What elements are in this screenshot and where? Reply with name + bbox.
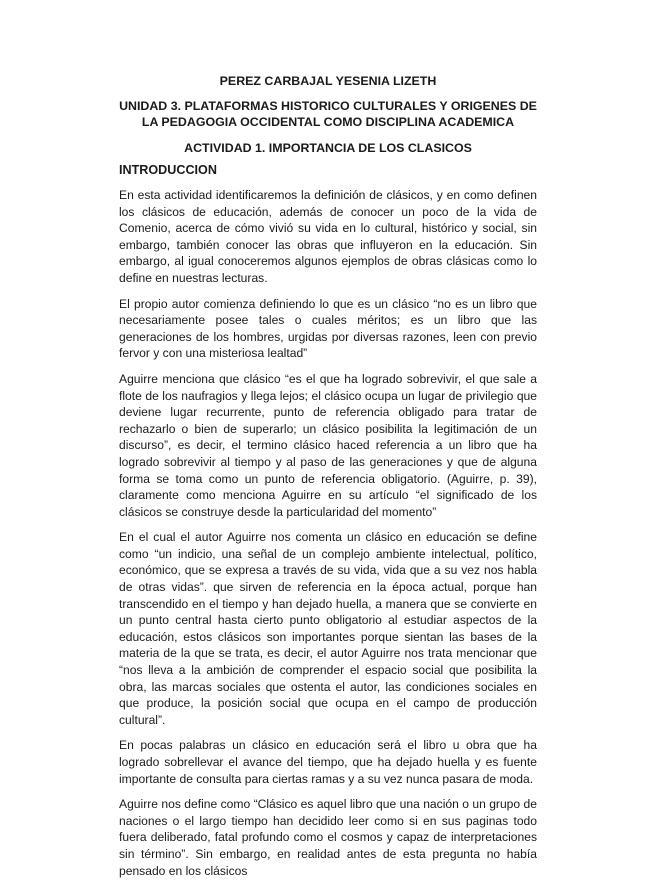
document-body bbox=[119, 73, 537, 888]
section-title-introduccion: INTRODUCCION bbox=[119, 163, 217, 177]
unit-title: UNIDAD 3. PLATAFORMAS HISTORICO CULTURALES Y ORIGENES DE LA PEDAGOGIA OCCIDENTAL COMO DISCIPLINA ACADEMICA bbox=[119, 99, 537, 129]
paragraph-6: Aguirre nos define como “Clásico es aquel libro que una nación o un grupo de naciones o el largo tiempo han decidido leer como si en sus paginas todo fuera deliberado, fatal profundo como el cosmos y capaz de interpretaciones sin término”. Sin embargo, en realidad antes de esta pregunta no había pensado en los clásicos bbox=[119, 797, 537, 878]
paragraph-2: El propio autor comienza definiendo lo que es un clásico “no es un libro que necesariamente posee tales o cuales méritos; es un libro que las generaciones de los hombres, urgidas por diversas razones, leen con previo fervor y con una misteriosa lealtad” bbox=[119, 296, 537, 361]
paragraph-3: Aguirre menciona que clásico “es el que ha logrado sobrevivir, el que sale a flote de los naufragios y llega lejos; el clásico ocupa un lugar de privilegio que deviene lugar recurrente, punto de referencia obligado para tratar de rechazarlo o bien de superarlo; un clásico posibilita la legitimación de un discurso”, es decir, el termino clásico haced referencia a un libro que ha logrado sobrevivir al tiempo y al paso de las generaciones y que de alguna forma se toma como un punto de referencia obligatorio. (Aguirre, p. 39), claramente como menciona Aguirre en su artículo “el significado de los clásicos se construye desde la particularidad del momento” bbox=[119, 371, 537, 519]
author-name: PEREZ CARBAJAL YESENIA LIZETH bbox=[219, 74, 437, 88]
paragraph-5: En pocas palabras un clásico en educación será el libro u obra que ha logrado sobrellevar el avance del tiempo, que ha dejado huella y es fuente importante de consulta para ciertas ramas y a su vez nunca pasara de moda. bbox=[119, 738, 537, 786]
activity-title: ACTIVIDAD 1. IMPORTANCIA DE LOS CLASICOS bbox=[184, 141, 472, 155]
paragraph-4: En el cual el autor Aguirre nos comenta un clásico en educación se define como “un indicio, una señal de un complejo ambiente intelectual, político, económico, que se expresa a través de su vida, vida que a su vez nos habla de otras vidas”. que sirven de referencia en la época actual, porque han transcendido en el tiempo y han dejado huella, a manera que se convierte en un punto central hasta cierto punto obligatorio al estudiar aspectos de la educación, estos clásicos son importantes porque sientan las bases de la materia de la que se trata, es decir, el autor Aguirre nos trata mencionar que “nos lleva a la ambición de comprender el espacio social que posibilita la obra, las marcas sociales que ostenta el autor, las condiciones sociales en que produce, la posición social que ocupa en el campo de producción cultural”. bbox=[119, 530, 537, 727]
paragraph-1: En esta actividad identificaremos la definición de clásicos, y en como definen los clásicos de educación, además de conocer un poco de la vida de Comenio, acerca de cómo vivió su vida en lo cultural, histórico y social, sin embargo, también conocer las obras que influyeron en la educación. Sin embargo, al igual conoceremos algunos ejemplos de obras clásicas como lo define en nuestras lecturas. bbox=[119, 188, 537, 285]
